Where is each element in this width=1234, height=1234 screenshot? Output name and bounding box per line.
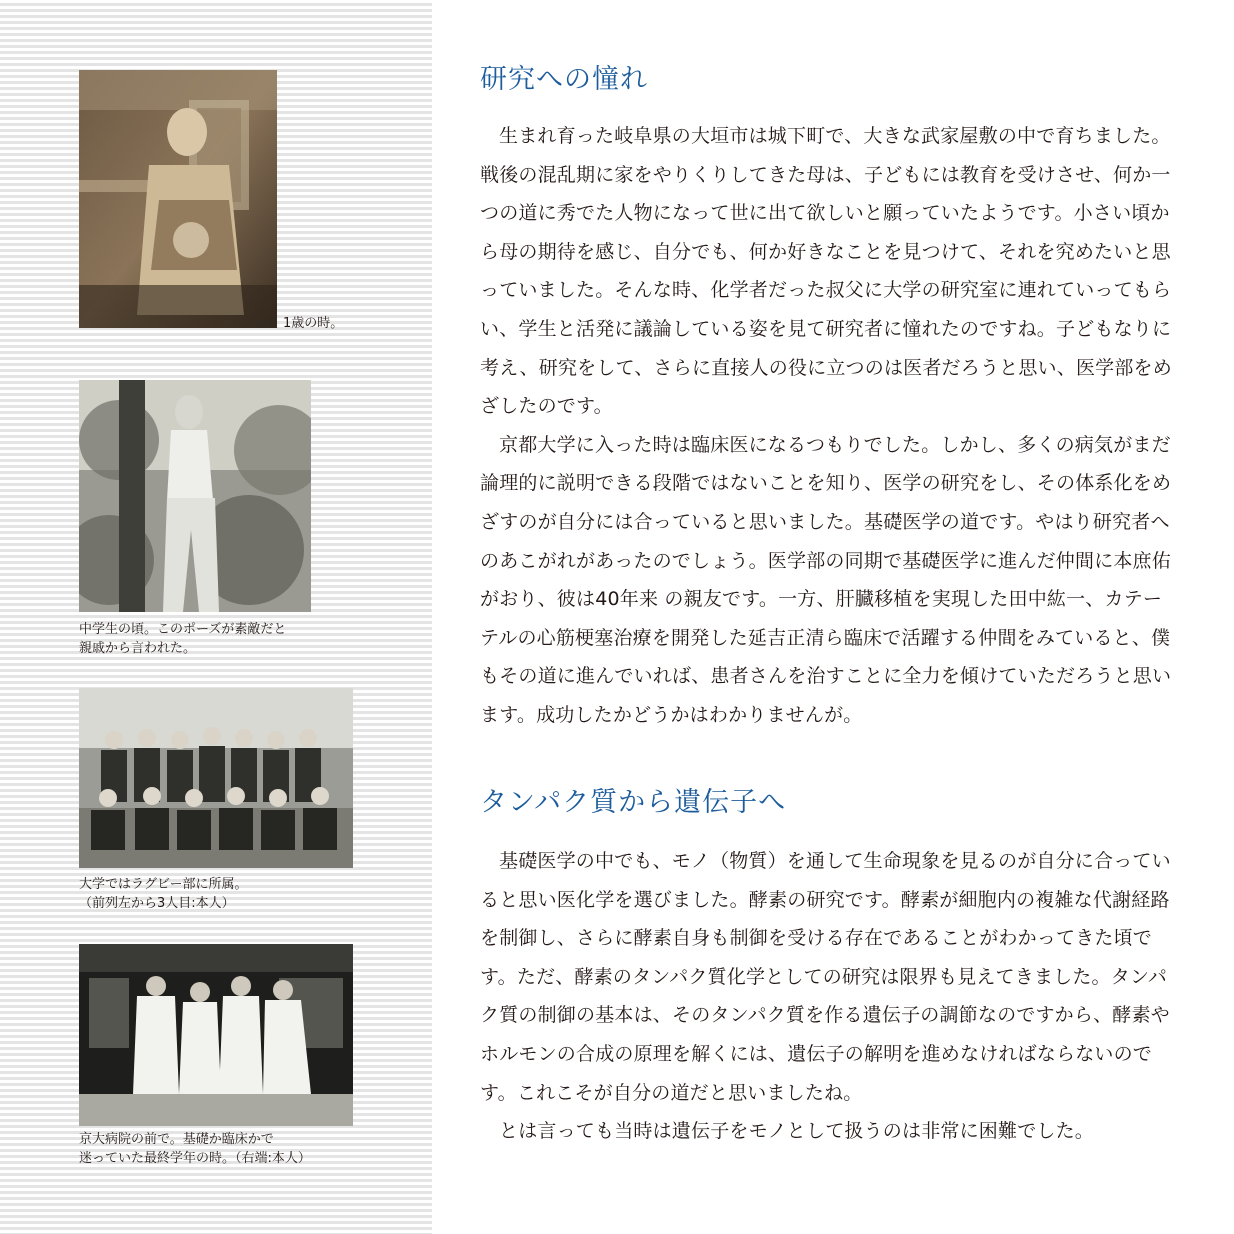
photo-hospital: [79, 944, 353, 1126]
photo-rugby-team: [79, 688, 353, 868]
section-title: 研究への憧れ: [480, 64, 648, 95]
photo-age-one: [79, 70, 277, 328]
section-title: タンパク質から遺伝子へ: [480, 787, 787, 818]
section-body: [480, 842, 1180, 1151]
paragraph: とは言っても当時は遺伝子をモノとして扱うのは非常に困難でした。: [499, 1120, 1095, 1143]
photo-caption: 中学生の頃。このポーズが素敵だと 親戚から言われた。: [79, 622, 287, 656]
photo-caption: 大学ではラグビー部に所属。 （前列左から3人目:本人）: [79, 877, 248, 911]
photo-caption: 京大病院の前で。基礎か臨床かで 迷っていた最終学年の時。（右端:本人）: [79, 1132, 311, 1166]
paragraph: 生まれ育った岐阜県の大垣市は城下町で、大きな武家屋敷の中で育ちました。戦後の混乱期に家をやりくりしてきた母は、子どもには教育を受けさせ、何か一つの道に秀でた人物になって世に出て欲しいと願っていたようです。小さい頃から母の期待を感じ、自分でも、何か好きなことを見つけて、それを究めたいと思っていました。そんな時、化学者だった叔父に大学の研究室に連れていってもらい、学生と活発に議論している姿を見て研究者に憧れたのですね。子どもなりに考え、研究をして、さらに直接人の役に立つのは医者だろうと思い、医学部をめざしたのです。: [480, 125, 1172, 418]
section-body: [480, 117, 1180, 735]
photo-junior-high: [79, 380, 311, 612]
paragraph: 基礎医学の中でも、モノ（物質）を通して生命現象を見るのが自分に合っていると思い医化学を選びました。酵素の研究です。酵素が細胞内の複雑な代謝経路を制御し、さらに酵素自身も制御を受ける存在であることがわかってきた頃です。ただ、酵素のタンパク質化学としての研究は限界も見えてきました。タンパク質の制御の基本は、そのタンパク質を作る遺伝子の調節なのですから、酵素やホルモンの合成の原理を解くには、遺伝子の解明を進めなければならないのです。これこそが自分の道だと思いましたね。: [480, 850, 1171, 1104]
photo-caption: 1歳の時。: [283, 316, 344, 331]
paragraph: 京都大学に入った時は臨床医になるつもりでした。しかし、多くの病気がまだ論理的に説明できる段階ではないことを知り、医学の研究をし、その体系化をめざすのが自分には合っていると思いました。基礎医学の道です。やはり研究者へのあこがれがあったのでしょう。医学部の同期で基礎医学に進んだ仲間に本庶佑がおり、彼は40年来 の親友です。一方、肝臓移植を実現した田中紘一、カテーテルの心筋梗塞治療を開発した延吉正清ら臨床で活躍する仲間をみていると、僕もその道に進んでいれば、患者さんを治すことに全力を傾けていただろうと思います。成功したかどうかはわかりませんが。: [480, 433, 1172, 726]
